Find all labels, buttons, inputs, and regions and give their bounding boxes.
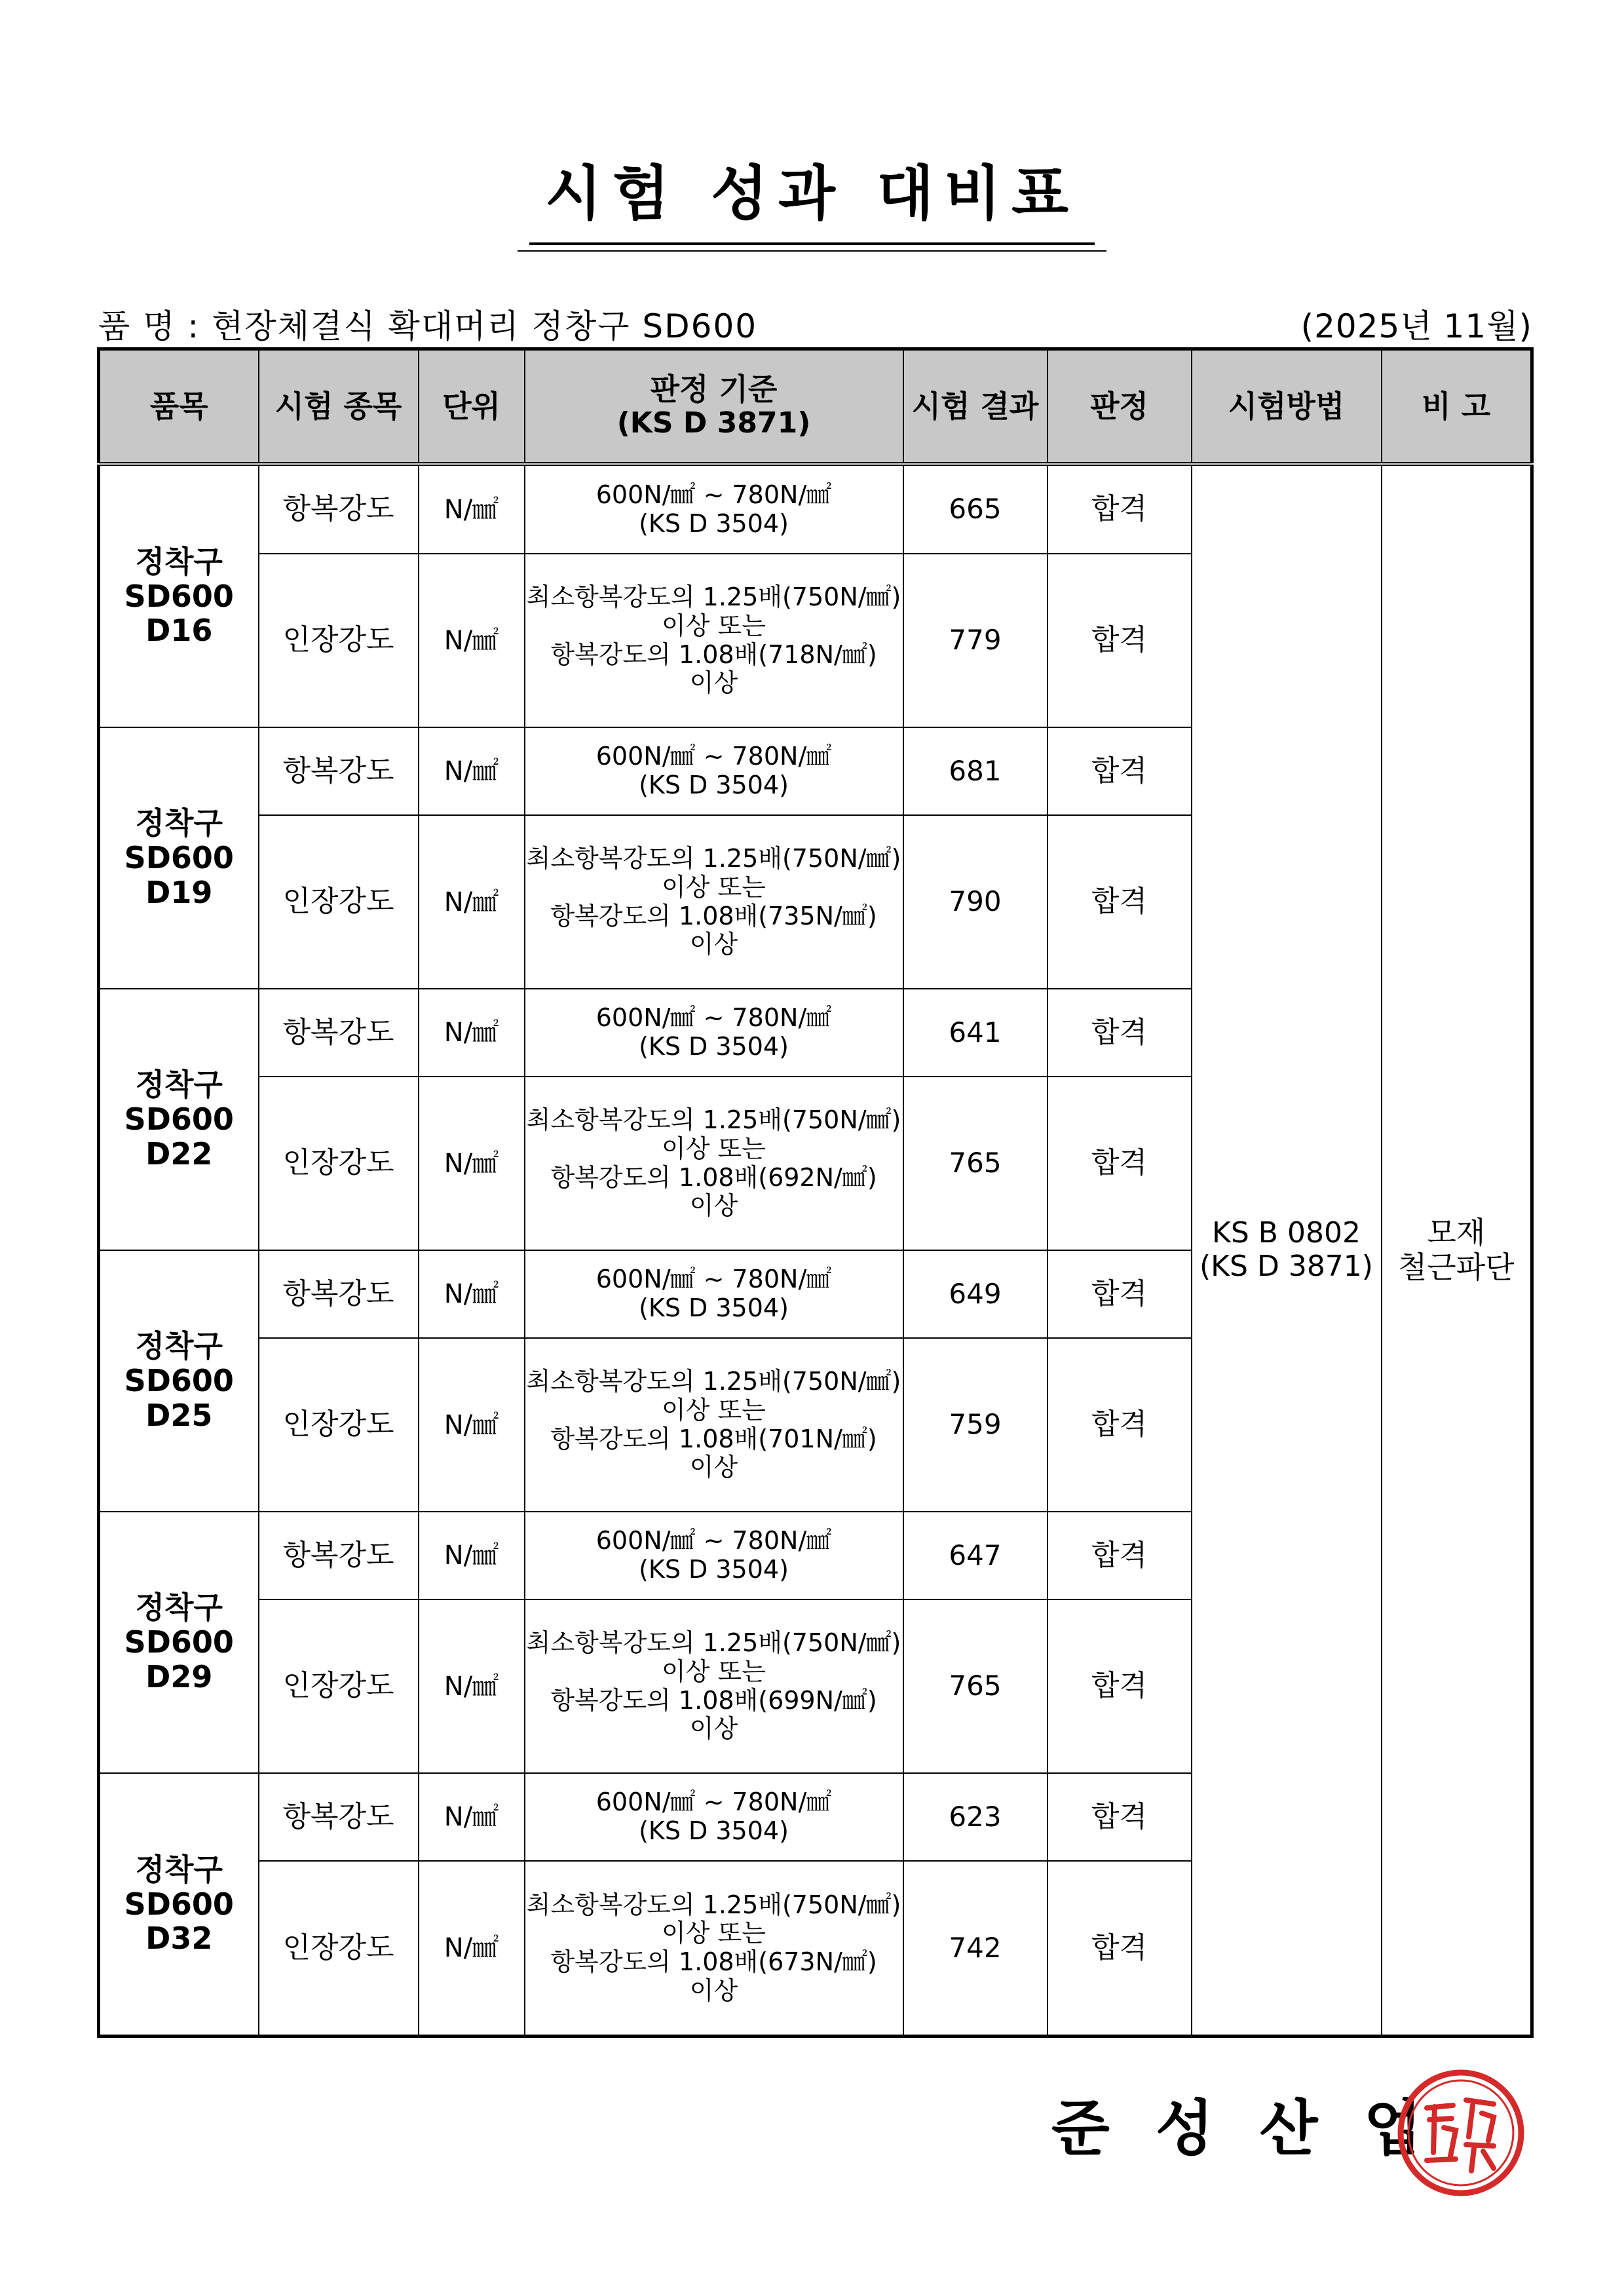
yield-row	[99, 464, 1532, 554]
tensile-result: 790	[903, 815, 1048, 989]
verdict-cell: 합격	[1048, 554, 1192, 727]
tensile-criteria-line-3: 항복강도의 1.08배(692N/㎟)	[550, 1162, 877, 1192]
yield-criteria-standard: (KS D 3504)	[639, 1816, 789, 1846]
tensile-criteria-line-3: 항복강도의 1.08배(701N/㎟)	[550, 1424, 877, 1453]
verdict-cell: 합격	[1048, 727, 1192, 815]
verdict-cell: 합격	[1048, 1338, 1192, 1512]
test-item-yield: 항복강도	[259, 1773, 419, 1861]
product-size: D29	[145, 1659, 213, 1695]
yield-criteria-standard: (KS D 3504)	[639, 1555, 789, 1584]
tensile-criteria-line-4: 이상	[689, 1191, 738, 1221]
yield-criteria-standard: (KS D 3504)	[639, 508, 789, 538]
tensile-criteria-line-4: 이상	[689, 930, 738, 959]
document-title: 시험 성과 대비표	[529, 145, 1095, 245]
product-size: D16	[145, 613, 213, 649]
tensile-criteria-line-1: 최소항복강도의 1.25배(750N/㎟)	[526, 1105, 901, 1135]
yield-result: 665	[903, 464, 1048, 554]
unit-cell: N/㎟	[419, 1599, 525, 1773]
table-body	[99, 464, 1532, 2037]
product-size: D32	[145, 1921, 213, 1957]
seal-inner-ring	[1408, 2080, 1513, 2185]
verdict-cell: 합격	[1048, 464, 1192, 554]
unit-cell: N/㎟	[419, 1861, 525, 2036]
verdict-cell: 합격	[1048, 1512, 1192, 1599]
company-name: 준성산업	[1051, 2094, 1468, 2164]
yield-result: 623	[903, 1773, 1048, 1861]
tensile-criteria-line-1: 최소항복강도의 1.25배(750N/㎟)	[526, 1628, 901, 1658]
tensile-criteria-line-2: 이상 또는	[662, 872, 766, 902]
test-item-yield: 항복강도	[259, 464, 419, 554]
company-seal-stamp	[1395, 2067, 1526, 2198]
test-item-yield: 항복강도	[259, 1250, 419, 1338]
tensile-criteria	[525, 815, 903, 989]
product-cell	[99, 1250, 259, 1512]
tensile-criteria	[525, 1861, 903, 2036]
product-cell	[99, 989, 259, 1250]
test-item-tensile: 인장강도	[259, 1599, 419, 1773]
tensile-result: 742	[903, 1861, 1048, 2036]
header-product: 품목	[99, 349, 259, 465]
product-cell	[99, 727, 259, 989]
yield-criteria-range: 600N/㎟ ~ 780N/㎟	[595, 1526, 832, 1556]
tensile-criteria-line-4: 이상	[689, 1976, 738, 2005]
tensile-criteria-line-2: 이상 또는	[662, 611, 766, 640]
tensile-criteria-line-1: 최소항복강도의 1.25배(750N/㎟)	[526, 1367, 901, 1396]
yield-criteria-standard: (KS D 3504)	[639, 771, 789, 800]
product-name: 정착구	[135, 1590, 223, 1626]
verdict-cell: 합격	[1048, 1250, 1192, 1338]
yield-result: 681	[903, 727, 1048, 815]
seal-glyph-right	[1466, 2100, 1494, 2171]
verdict-cell: 합격	[1048, 1773, 1192, 1861]
product-cell	[99, 1773, 259, 2036]
yield-criteria-range: 600N/㎟ ~ 780N/㎟	[595, 1788, 832, 1817]
tensile-criteria-line-3: 항복강도의 1.08배(735N/㎟)	[550, 901, 877, 930]
tensile-criteria-line-1: 최소항복강도의 1.25배(750N/㎟)	[526, 1890, 901, 1919]
yield-criteria-range: 600N/㎟ ~ 780N/㎟	[595, 742, 832, 771]
tensile-criteria-line-3: 항복강도의 1.08배(699N/㎟)	[550, 1685, 877, 1715]
test-item-yield: 항복강도	[259, 1512, 419, 1599]
header-unit: 단위	[419, 349, 525, 465]
product-cell	[99, 464, 259, 727]
product-name: 정착구	[135, 1328, 223, 1364]
tensile-criteria-line-2: 이상 또는	[662, 1656, 766, 1686]
tensile-result: 765	[903, 1077, 1048, 1250]
tensile-criteria-line-2: 이상 또는	[662, 1395, 766, 1425]
test-item-tensile: 인장강도	[259, 1077, 419, 1250]
remark-line-2: 철근파단	[1397, 1250, 1515, 1285]
product-cell	[99, 1512, 259, 1773]
tensile-criteria	[525, 1599, 903, 1773]
yield-result: 641	[903, 989, 1048, 1077]
tensile-criteria-line-1: 최소항복강도의 1.25배(750N/㎟)	[526, 583, 901, 612]
tensile-criteria	[525, 554, 903, 727]
unit-cell: N/㎟	[419, 554, 525, 727]
table-header-row	[99, 349, 1532, 465]
test-method-sub: (KS D 3871)	[1199, 1250, 1373, 1283]
product-grade: SD600	[124, 1624, 234, 1660]
remark-line-1: 모재	[1427, 1215, 1486, 1251]
verdict-cell: 합격	[1048, 1599, 1192, 1773]
tensile-criteria-line-2: 이상 또는	[662, 1134, 766, 1163]
yield-criteria-standard: (KS D 3504)	[639, 1032, 789, 1062]
title-wrapper	[0, 145, 1624, 245]
yield-criteria	[525, 1512, 903, 1599]
unit-cell: N/㎟	[419, 1338, 525, 1512]
tensile-criteria-line-1: 최소항복강도의 1.25배(750N/㎟)	[526, 844, 901, 873]
product-grade: SD600	[124, 1886, 234, 1922]
test-item-tensile: 인장강도	[259, 554, 419, 727]
product-size: D22	[145, 1136, 213, 1172]
report-date: (2025년 11월)	[1300, 307, 1532, 345]
test-item-yield: 항복강도	[259, 727, 419, 815]
tensile-criteria-line-4: 이상	[689, 1453, 738, 1482]
product-grade: SD600	[124, 1363, 234, 1399]
header-result: 시험 결과	[903, 349, 1048, 465]
seal-outer-ring	[1401, 2073, 1521, 2193]
yield-criteria-range: 600N/㎟ ~ 780N/㎟	[595, 1265, 832, 1294]
yield-criteria	[525, 989, 903, 1077]
product-name: 정착구	[135, 1067, 223, 1103]
tensile-criteria	[525, 1338, 903, 1512]
test-item-yield: 항복강도	[259, 989, 419, 1077]
tensile-result: 765	[903, 1599, 1048, 1773]
yield-result: 649	[903, 1250, 1048, 1338]
yield-criteria-range: 600N/㎟ ~ 780N/㎟	[595, 1003, 832, 1033]
seal-glyph-left	[1427, 2105, 1456, 2160]
yield-criteria	[525, 1773, 903, 1861]
results-table	[97, 347, 1534, 2038]
header-criteria-label: 판정 기준	[650, 372, 778, 408]
yield-result: 647	[903, 1512, 1048, 1599]
unit-cell: N/㎟	[419, 1077, 525, 1250]
verdict-cell: 합격	[1048, 1077, 1192, 1250]
test-item-tensile: 인장강도	[259, 1861, 419, 2036]
remark-cell	[1382, 464, 1532, 2037]
tensile-criteria	[525, 1077, 903, 1250]
product-size: D19	[145, 874, 213, 910]
unit-cell: N/㎟	[419, 1512, 525, 1599]
tensile-criteria-line-4: 이상	[689, 668, 738, 698]
test-item-tensile: 인장강도	[259, 1338, 419, 1512]
tensile-criteria-line-2: 이상 또는	[662, 1919, 766, 1948]
yield-criteria	[525, 727, 903, 815]
unit-cell: N/㎟	[419, 464, 525, 554]
product-size: D25	[145, 1398, 213, 1433]
header-criteria	[525, 349, 903, 465]
header-criteria-sub: (KS D 3871)	[616, 406, 811, 440]
unit-cell: N/㎟	[419, 1250, 525, 1338]
unit-cell: N/㎟	[419, 1773, 525, 1861]
unit-cell: N/㎟	[419, 989, 525, 1077]
test-item-tensile: 인장강도	[259, 815, 419, 989]
product-grade: SD600	[124, 1101, 234, 1138]
tensile-criteria-line-3: 항복강도의 1.08배(718N/㎟)	[550, 640, 877, 669]
header-method: 시험방법	[1192, 349, 1382, 465]
unit-cell: N/㎟	[419, 815, 525, 989]
test-method-standard: KS B 0802	[1212, 1216, 1361, 1250]
yield-criteria-standard: (KS D 3504)	[639, 1293, 789, 1323]
tensile-result: 779	[903, 554, 1048, 727]
yield-criteria	[525, 1250, 903, 1338]
product-name: 정착구	[135, 1851, 223, 1887]
product-grade: SD600	[124, 578, 234, 614]
test-method-cell	[1192, 464, 1382, 2037]
verdict-cell: 합격	[1048, 1861, 1192, 2036]
header-remark: 비 고	[1382, 349, 1532, 465]
tensile-criteria-line-3: 항복강도의 1.08배(673N/㎟)	[550, 1947, 877, 1977]
product-grade: SD600	[124, 840, 234, 876]
verdict-cell: 합격	[1048, 989, 1192, 1077]
tensile-criteria-line-4: 이상	[689, 1714, 738, 1744]
header-verdict: 판정	[1048, 349, 1192, 465]
seal-graphic	[1401, 2073, 1521, 2193]
header-test-item: 시험 종목	[259, 349, 419, 465]
yield-criteria	[525, 464, 903, 554]
yield-criteria-range: 600N/㎟ ~ 780N/㎟	[595, 480, 832, 509]
product-name-line: 품 명 : 현장체결식 확대머리 정창구 SD600	[98, 307, 758, 345]
product-name: 정착구	[135, 805, 223, 841]
tensile-result: 759	[903, 1338, 1048, 1512]
unit-cell: N/㎟	[419, 727, 525, 815]
product-name: 정착구	[135, 543, 223, 579]
verdict-cell: 합격	[1048, 815, 1192, 989]
